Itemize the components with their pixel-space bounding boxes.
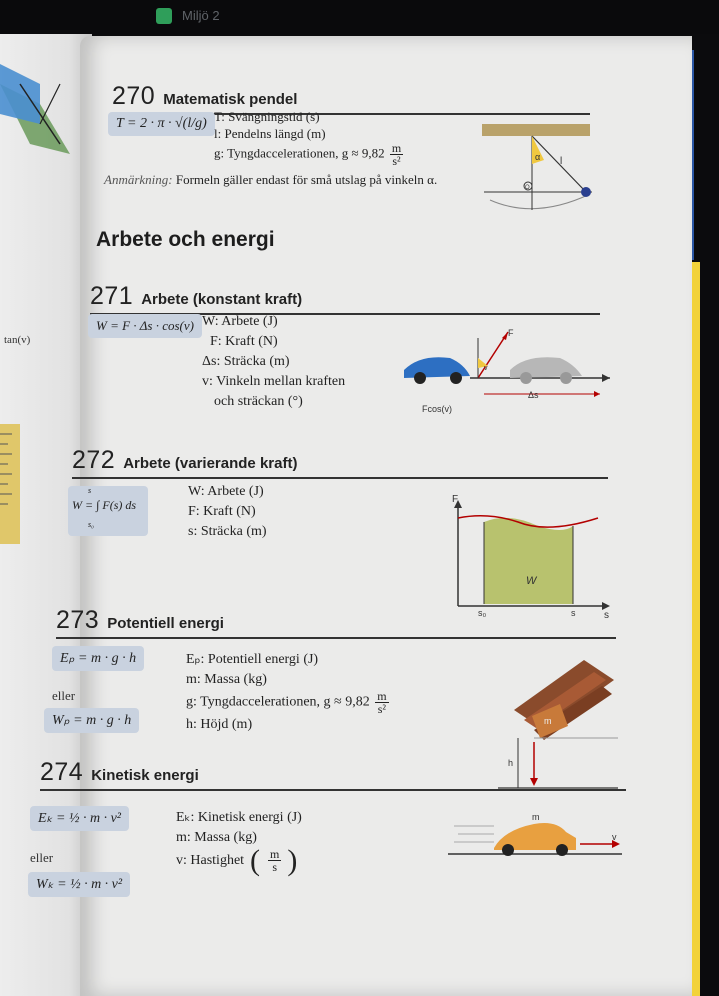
- unit-denominator: s²: [392, 154, 401, 168]
- mass-label: m: [544, 716, 552, 726]
- or-label: eller: [52, 688, 76, 703]
- definition-line: F: Kraft (N): [188, 504, 256, 519]
- tab-app-icon[interactable]: [156, 8, 172, 24]
- definition-line: och sträckan (°): [214, 394, 303, 409]
- section-272-definitions: [188, 482, 267, 542]
- section-274-header: [40, 758, 626, 791]
- unit-fraction: [375, 690, 388, 715]
- definition-line: v: Hastighet: [176, 852, 245, 868]
- section-number: 272: [72, 446, 116, 474]
- section-270-definitions: [214, 108, 403, 167]
- unit-denominator: s: [272, 860, 278, 874]
- definition-line: F: Kraft (N): [210, 334, 278, 349]
- unit-numerator: m: [270, 847, 280, 861]
- or-label: eller: [30, 850, 54, 865]
- s-label: s: [571, 608, 576, 618]
- definition-line: h: Höjd (m): [186, 717, 253, 732]
- unit-denominator: s²: [377, 702, 387, 716]
- potential-work-formula: Wₚ = m · g · h: [44, 708, 139, 733]
- definition-line: W: Arbete (J): [188, 484, 264, 499]
- work-constant-formula: W = F · Δs · cos(v): [88, 314, 202, 338]
- mass-label: m: [532, 812, 540, 822]
- length-label: l: [560, 156, 563, 167]
- section-number: 271: [90, 282, 134, 310]
- s0-label: s₀: [478, 608, 487, 618]
- work-area-label: W: [526, 575, 537, 587]
- section-number: 273: [56, 606, 100, 634]
- remark-label: Anmärkning:: [104, 172, 173, 187]
- ruler-strip: [0, 424, 20, 544]
- definition-gravity-line: [186, 690, 389, 715]
- section-number: 274: [40, 758, 84, 786]
- definition-line: T: Svängningstid (s): [214, 109, 320, 124]
- unit-fraction: [390, 142, 403, 167]
- section-title: Arbete (konstant kraft): [141, 291, 303, 308]
- definition-line: m: Massa (kg): [176, 830, 257, 845]
- section-number: 270: [112, 82, 156, 110]
- chapter-heading: Arbete och energi: [96, 228, 275, 251]
- work-variable-formula: [68, 486, 148, 536]
- unit-fraction: [268, 848, 281, 873]
- kinetic-energy-formula: Eₖ = ½ · m · v²: [30, 806, 129, 831]
- unit-numerator: m: [391, 141, 402, 155]
- work-variable-graph: [448, 492, 618, 622]
- section-271-definitions: [202, 312, 345, 412]
- integral-upper: s: [88, 486, 92, 495]
- section-272-header: [72, 446, 608, 479]
- integral-lower: s₀: [88, 520, 94, 529]
- section-273-definitions: [186, 650, 389, 735]
- work-constant-figure: [400, 318, 620, 428]
- kinetic-work-formula: Wₖ = ½ · m · v²: [28, 872, 130, 897]
- definition-line: g: Tyngdaccelerationen, g ≈ 9,82: [214, 145, 385, 161]
- section-title: Matematisk pendel: [163, 91, 298, 108]
- remark-text: Formeln gäller endast för små utslag på vinkeln α.: [175, 172, 438, 187]
- velocity-label: v: [612, 832, 617, 842]
- force-label: F: [508, 328, 514, 338]
- section-270-remark: [104, 172, 437, 188]
- origin-label: O: [525, 185, 530, 191]
- definition-line: m: Massa (kg): [186, 672, 267, 687]
- section-274-definitions: [176, 808, 302, 877]
- definition-gravity-line: [214, 142, 403, 167]
- definition-line: s: Sträcka (m): [188, 524, 267, 539]
- pendulum-formula: T = 2 · π · √(l/g): [108, 112, 215, 136]
- definition-line: l: Pendelns längd (m): [214, 126, 326, 141]
- fcos-label: Fcos(v): [422, 404, 452, 414]
- definition-speed-line: v: Hastighet ( $\frac{m}{s}$ ): [176, 843, 298, 877]
- potential-energy-formula: Eₚ = m · g · h: [52, 646, 144, 671]
- definition-line: W: Arbete (J): [202, 314, 278, 329]
- section-271-header: [90, 282, 600, 315]
- section-273-header: [56, 606, 616, 639]
- kinetic-car-figure: [444, 810, 624, 870]
- tan-label: tan(v): [4, 334, 31, 346]
- height-label: h: [508, 758, 514, 768]
- left-page-figure: [0, 44, 92, 174]
- force-axis-label: F: [452, 494, 459, 505]
- definition-line: g: Tyngdaccelerationen, g ≈ 9,82: [186, 694, 370, 710]
- definition-line: v: Vinkeln mellan kraften: [202, 374, 346, 389]
- section-title: Potentiell energi: [107, 615, 224, 632]
- unit-numerator: m: [377, 689, 387, 703]
- distance-label: Δs: [528, 390, 539, 400]
- angle-label: v: [484, 365, 488, 372]
- integral-expression: W = ∫ F(s) ds: [72, 498, 137, 512]
- section-title: Kinetisk energi: [91, 767, 199, 784]
- definition-line: Eₖ: Kinetisk energi (J): [176, 810, 302, 825]
- pendulum-figure: [480, 120, 610, 220]
- alpha-label: α: [535, 152, 541, 162]
- definition-line: Eₚ: Potentiell energi (J): [186, 652, 319, 667]
- browser-tab-bar: [0, 0, 719, 34]
- s-axis-label: s: [604, 610, 609, 621]
- tab-title[interactable]: Miljö 2: [182, 8, 220, 23]
- definition-line: Δs: Sträcka (m): [202, 354, 290, 369]
- section-title: Arbete (varierande kraft): [123, 455, 298, 472]
